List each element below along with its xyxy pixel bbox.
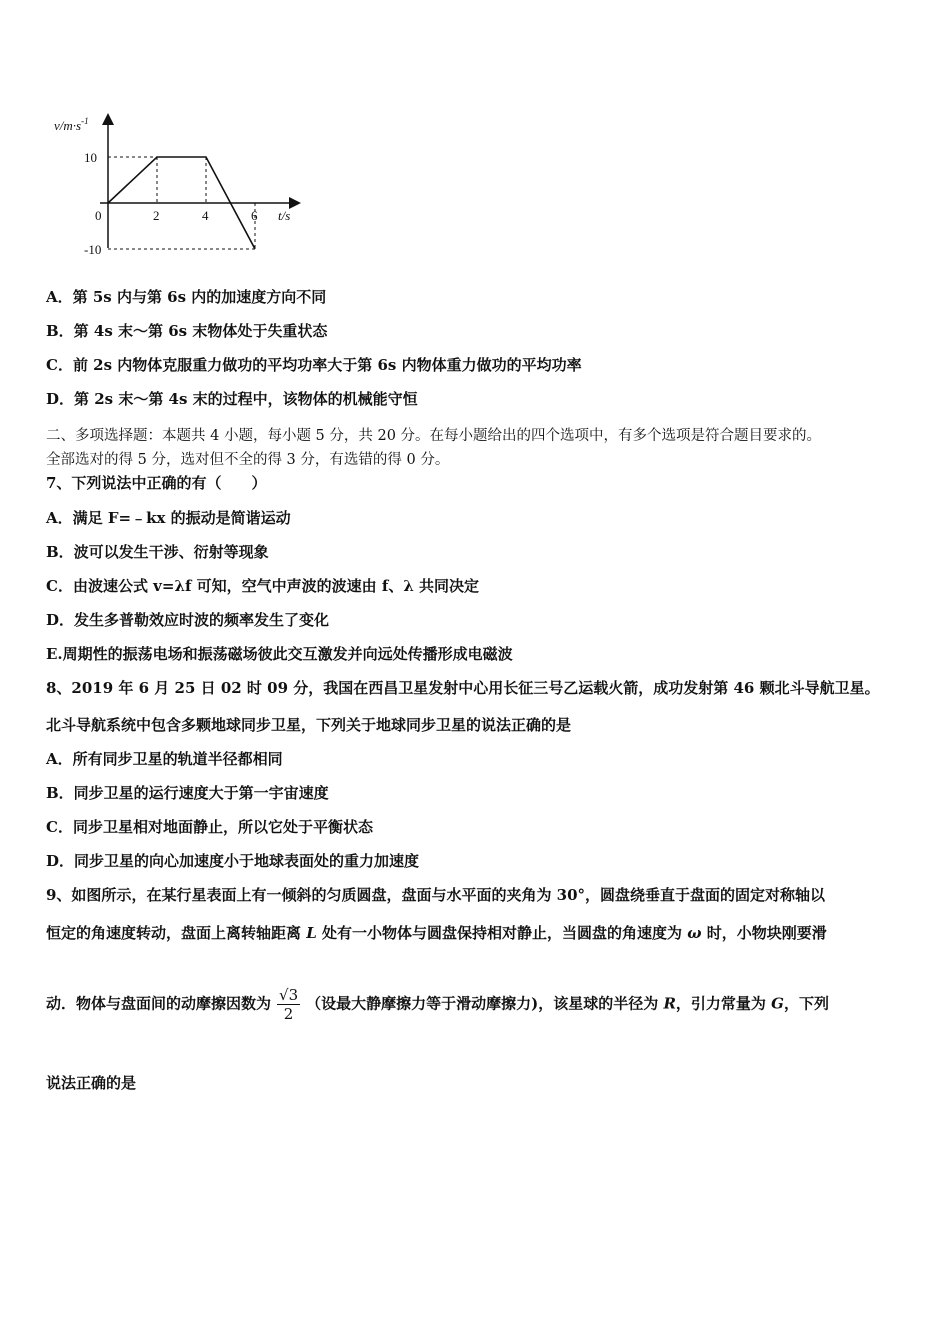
velocity-time-graph (40, 108, 310, 258)
q7-stem: 7、下列说法中正确的有（ ） (46, 474, 267, 492)
var-G: G (771, 994, 784, 1013)
q9-line3: 动．物体与盘面间的动摩擦因数为 $\frac{√3}{2}$ （设最大静摩擦力等于滑动摩擦力)，该星球的半径为 R，引力常量为 G，下列 (46, 986, 829, 1023)
var-L: L (306, 924, 317, 942)
q6-option-d: D．第 2s 末～第 4s 末的过程中，该物体的机械能守恒 (46, 390, 418, 408)
x-tick-label: 4 (202, 208, 209, 223)
q8-option-d: D．同步卫星的向心加速度小于地球表面处的重力加速度 (46, 852, 420, 870)
q9-line1: 9、如图所示，在某行星表面上有一倾斜的匀质圆盘，盘面与水平面的夹角为 30°，圆盘绕垂直于盘面的固定对称轴以 (46, 886, 826, 904)
q7-option-b: B．波可以发生干涉、衍射等现象 (46, 543, 269, 561)
q7-option-d: D．发生多普勒效应时波的频率发生了变化 (46, 611, 330, 629)
q7-option-e: E.周期性的振荡电场和振荡磁场彼此交互激发并向远处传播形成电磁波 (46, 645, 513, 663)
q8-stem-line1: 8、2019 年 6 月 25 日 02 时 09 分，我国在西昌卫星发射中心用长征三号乙运载火箭，成功发射第 46 颗北斗导航卫星。 (46, 679, 880, 697)
q9-line4: 说法正确的是 (46, 1074, 137, 1092)
q6-option-a: A．第 5s 内与第 6s 内的加速度方向不同 (46, 288, 327, 306)
var-omega: ω (687, 924, 702, 942)
q8-option-a: A．所有同步卫星的轨道半径都相同 (46, 750, 283, 768)
section2-heading-line1: 二、多项选择题：本题共 4 小题，每小题 5 分，共 20 分。在每小题给出的四个选项中，有多个选项是符合题目要求的。 (46, 428, 822, 444)
y-axis-label: $v/m\cdot s^{-1}$ (54, 116, 89, 133)
q8-stem-line2: 北斗导航系统中包含多颗地球同步卫星，下列关于地球同步卫星的说法正确的是 (46, 716, 572, 734)
x-tick-label: 6 (251, 208, 258, 223)
q6-option-c: C．前 2s 内物体克服重力做功的平均功率大于第 6s 内物体重力做功的平均功率 (46, 356, 582, 374)
q9-line2: 恒定的角速度转动，盘面上离转轴距离 L 处有一小物体与圆盘保持相对静止，当圆盘的角速度为 ω 时，小物块刚要滑 (46, 924, 827, 942)
var-R: R (663, 994, 676, 1013)
y-tick-label: 10 (84, 150, 97, 165)
q7-option-c: C．由波速公式 v=λf 可知，空气中声波的波速由 f、λ 共同决定 (46, 577, 480, 595)
q8-option-b: B．同步卫星的运行速度大于第一宇宙速度 (46, 784, 329, 802)
q8-option-c: C．同步卫星相对地面静止，所以它处于平衡状态 (46, 818, 373, 836)
friction-coefficient-fraction: $\frac{√3}{2}$ (279, 986, 299, 1023)
section2-heading-line2: 全部选对的得 5 分，选对但不全的得 3 分，有选错的得 0 分。 (46, 452, 450, 468)
x-axis-label: t/s (278, 208, 291, 223)
origin-label: 0 (95, 208, 102, 223)
x-tick-label: 2 (153, 208, 160, 223)
q6-option-b: B．第 4s 末～第 6s 末物体处于失重状态 (46, 322, 328, 340)
q7-option-a: A．满足 F=﹣kx 的振动是简谐运动 (46, 509, 291, 527)
y-tick-label: -10 (84, 242, 102, 257)
